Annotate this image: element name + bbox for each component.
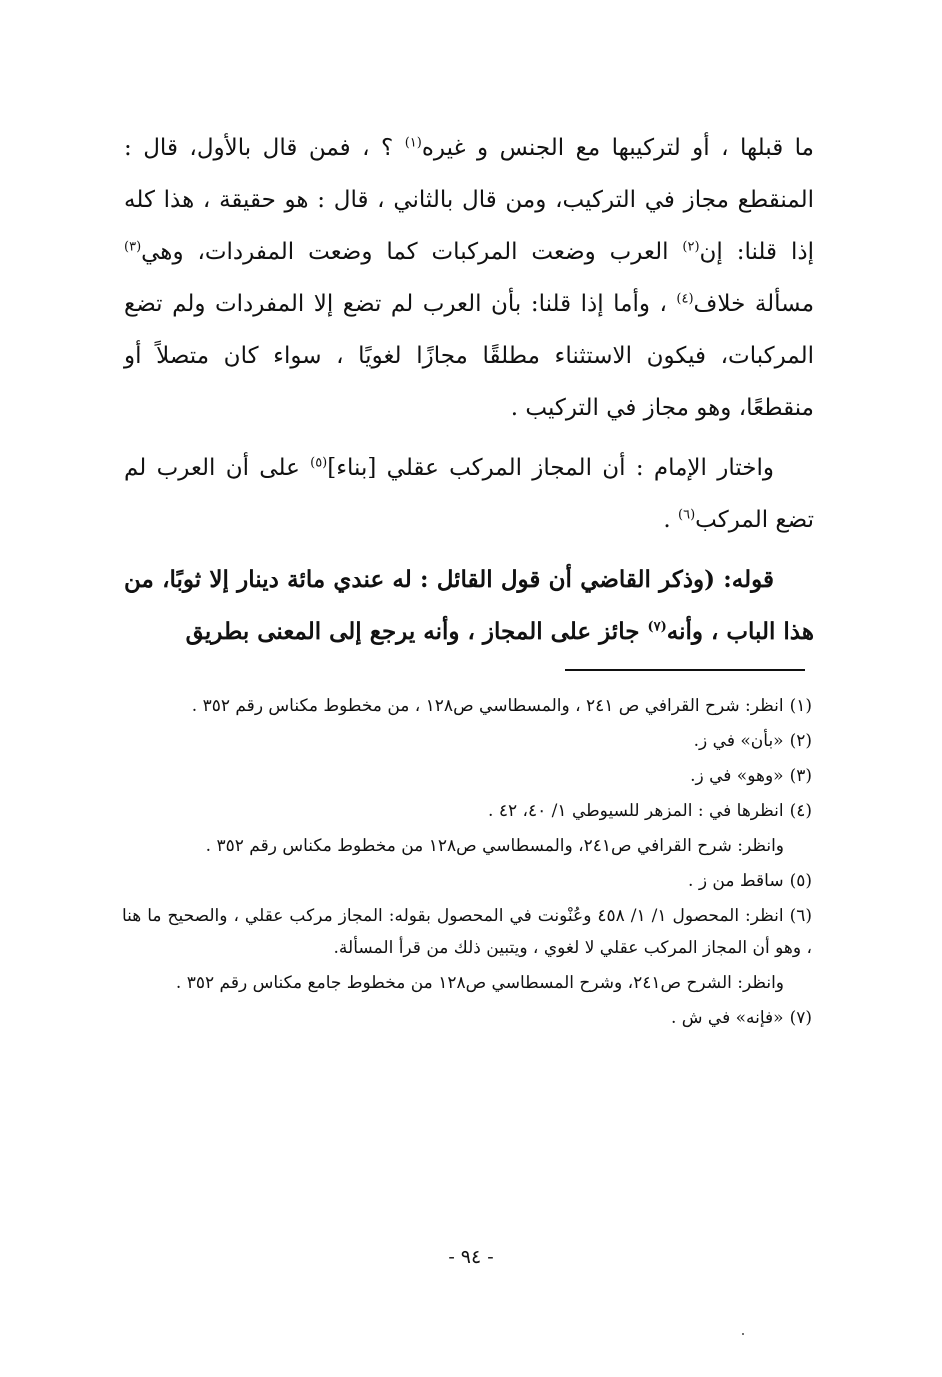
footnote-ref-3: (٣) <box>124 239 142 255</box>
text-segment: مسألة خلاف <box>693 291 815 317</box>
footnote-text: «فإنه» في ش . <box>670 1008 784 1028</box>
text-segment: قوله: (وذكر القاضي أن قول القائل : له عندي مائة دينار إلا ثوبًا، من هذا الباب ، وأنه <box>124 566 814 645</box>
text-segment: ، وأما إذا قلنا: بأن العرب لم تضع إلا المفردات ولم تضع المركبات، فيكون الاستثناء مطلقًا مجازًا لغويًا ، سواء كان متصلاً أو منقطعًا، وهو مجاز في التركيب . <box>124 291 814 421</box>
text-segment: ما قبلها ، أو لتركيبها مع الجنس و غيره <box>421 135 815 161</box>
footnote-4 <box>122 795 812 827</box>
footnote-ref-1: (١) <box>404 135 422 151</box>
footnote-ref-4: (٤) <box>676 291 694 307</box>
footnote-2 <box>122 725 812 757</box>
footnote-text: «وهو» في ز. <box>690 766 784 786</box>
paragraph-3-quote <box>124 554 814 658</box>
main-text <box>124 122 814 658</box>
footnote-ref-2: (٢) <box>682 239 700 255</box>
text-segment: . <box>663 507 679 533</box>
text-segment: واختار الإمام : أن المجاز المركب عقلي [بناء] <box>327 455 774 481</box>
paragraph-1 <box>124 122 814 434</box>
page-number: - ٩٤ - <box>448 1246 494 1268</box>
footnote-text: وانظر: الشرح ص٢٤١، وشرح المسطاسي ص١٢٨ من مخطوط جامع مكناس رقم ٣٥٢ . <box>175 973 784 993</box>
footnote-number: (٤) <box>789 801 812 821</box>
footnote-3 <box>122 760 812 792</box>
footnotes <box>122 690 812 1037</box>
paragraph-2 <box>124 442 814 546</box>
footnote-text: ساقط من ز . <box>688 871 784 891</box>
scan-speck <box>742 1333 744 1335</box>
text-segment: العرب وضعت المركبات كما وضعت المفردات، وهي <box>141 239 683 265</box>
text-segment: على أن العرب لم تضع المركب <box>124 455 814 533</box>
footnote-number: (٥) <box>789 871 812 891</box>
footnote-divider <box>565 669 805 671</box>
footnote-number: (٧) <box>789 1008 812 1028</box>
footnote-7 <box>122 1002 812 1034</box>
footnote-text: «بأن» في ز. <box>693 731 784 751</box>
footnote-text: انظرها في : المزهر للسيوطي ١/ ٤٠، ٤٢ . <box>488 801 784 821</box>
footnote-5 <box>122 865 812 897</box>
footnote-6 <box>122 900 812 964</box>
footnote-4-continuation <box>122 830 784 862</box>
footnote-text: انظر: شرح القرافي ص ٢٤١ ، والمسطاسي ص١٢٨ ، من مخطوط مكناس رقم ٣٥٢ . <box>191 696 784 716</box>
footnote-ref-6: (٦) <box>678 507 696 523</box>
footnote-1 <box>122 690 812 722</box>
footnote-number: (١) <box>789 696 812 716</box>
text-segment: جائز على المجاز ، وأنه يرجع إلى المعنى بطريق <box>185 618 648 645</box>
footnote-text: وانظر: شرح القرافي ص٢٤١، والمسطاسي ص١٢٨ من مخطوط مكناس رقم ٣٥٢ . <box>205 836 784 856</box>
footnote-ref-5: (٥) <box>310 455 328 471</box>
footnote-text: انظر: المحصول ١/ ١/ ٤٥٨ وعُنْونت في المحصول بقوله: المجاز مركب عقلي ، والصحيح ما هنا ، وهو أن المجاز المركب عقلي لا لغوي ، ويتبين ذلك من قرأ المسألة. <box>122 906 812 958</box>
footnote-number: (٦) <box>789 906 812 926</box>
text-segment: ؟ ، فمن قال بالأول، قال : المنقطع مجاز في التركيب، ومن قال بالثاني ، قال : هو حقيقة ، هذا كله إذا قلنا: إن <box>124 135 814 265</box>
footnote-number: (٣) <box>789 766 812 786</box>
footnote-6-continuation <box>122 967 784 999</box>
footnote-ref-7: (٧) <box>647 619 667 635</box>
footnote-number: (٢) <box>789 731 812 751</box>
